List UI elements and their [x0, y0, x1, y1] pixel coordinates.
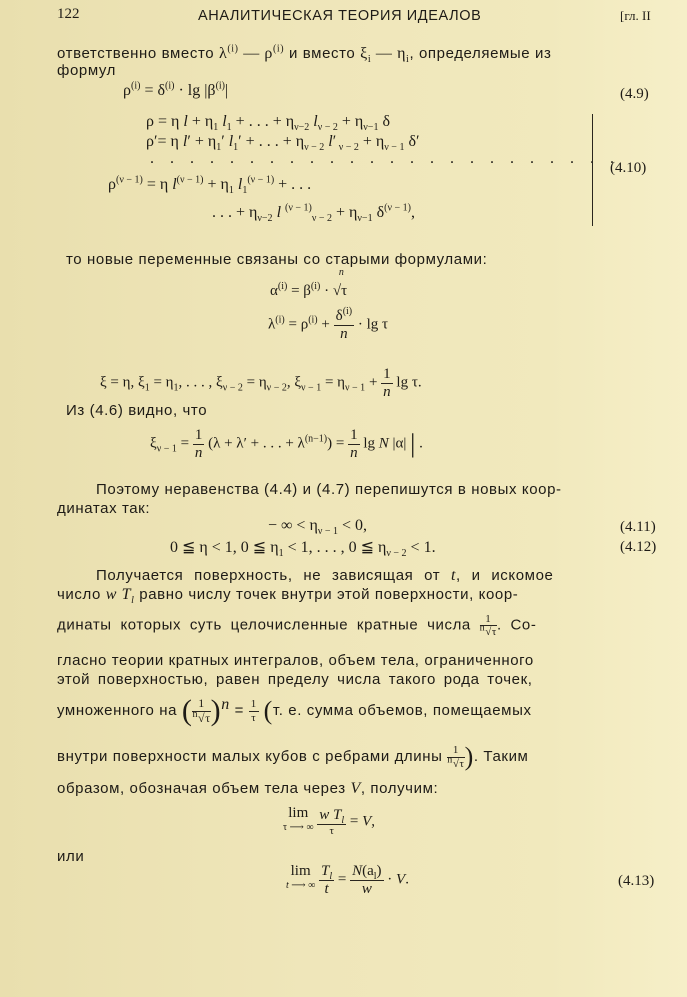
equation-4-12: 0 ≦ η < 1, 0 ≦ $\eta_1 < 1$, . . . , 0 ≦ $\eta_{\nu - 2} < 1$.: [170, 539, 436, 560]
paragraph-5-line-2: число w $T_l$ равно числу точек внутри этой поверхности, коор-: [57, 586, 519, 607]
equation-4-10-dots: . . . . . . . . . . . . . . . . . . . . . . . .: [150, 150, 620, 167]
equation-label-4-13: (4.13): [618, 873, 655, 889]
equation-4-10-line-3: $\rho^{(\nu - 1)} = \eta$ $l^{(\nu - 1)} + \eta_1$ $l_1^{(\nu - 1)}$ + . . .: [108, 174, 312, 197]
paragraph-6: или: [57, 848, 85, 865]
text-segment: ответственно вместо: [57, 45, 219, 62]
equation-4-10-line-4: . . . + $\eta_{\nu-2}$ l $^{(\nu - 1)}_{\nu - 2} + \eta_{\nu-1}$ $\delta^{(\nu - 1)}$,: [212, 202, 415, 225]
paragraph-3: Из (4.6) видно, что: [66, 402, 208, 419]
equation-limit-1: lim τ ⟶ ∞ $\frac{w T_l}{\tau}$ = V,: [283, 805, 376, 837]
paragraph-5-line-1: Получается поверхность, не зависящая от t, и искомое: [96, 567, 554, 584]
equation-xi: ξ = η, $\xi_1 = \eta_1$, . . . , $\xi_{\nu - 2} = \eta_{\nu - 2}$, $\xi_{\nu - 1} = \eta_{\nu - 1}$ + $\frac{1}{n}$ lg τ.: [100, 366, 422, 400]
equation-xi-last: $\xi_{\nu - 1}$ = $\frac{1}{n}$ (λ + λ′ + . . . + $\lambda^{(n-1)}$) = $\frac{1}{n}$ lg N |α| | .: [150, 427, 423, 461]
paragraph-1-line-2: формул: [57, 62, 117, 79]
system-brace: [592, 114, 593, 226]
equation-label-4-11: (4.11): [620, 519, 656, 535]
equation-4-10-line-2: ρ′= η $l' + \eta_1'$ $l_1'$ + . . . + $\eta_{\nu - 2}$ l′ $_{\nu - 2} + \eta_{\nu - 1}$ δ′: [146, 133, 420, 154]
paragraph-5-line-6: умноженного на ( $\frac{1}{^n√\tau}$ )$^n$ = $\frac{1}{\tau}$ (т. е. сумма объемов, помещаемых: [57, 694, 532, 727]
page-number: 122: [57, 6, 80, 22]
equation-4-13: lim t ⟶ ∞ $\frac{T_l}{t}$ = $\frac{N(a_l)}{w}$ · V.: [286, 863, 409, 897]
formula-inline: $\lambda^{(i)}$ — $\rho^{(i)}$: [219, 43, 285, 62]
paragraph-5-line-4: гласно теории кратных интегралов, объем тела, ограниченного: [57, 652, 534, 669]
paragraph-2: то новые переменные связаны со старыми формулами:: [66, 251, 488, 268]
paragraph-1-line-1: ответственно вместо $\lambda^{(i)}$ — $\rho^{(i)}$ и вместо $\xi_i$ — $\eta_i$, определяемые из: [57, 43, 552, 66]
paragraph-5-line-8: образом, обозначая объем тела через V, получим:: [57, 780, 439, 797]
equation-label-4-9: (4.9): [620, 86, 649, 102]
running-title: АНАЛИТИЧЕСКАЯ ТЕОРИЯ ИДЕАЛОВ: [198, 8, 482, 24]
paragraph-5-line-7: внутри поверхности малых кубов с ребрами длины $\frac{1}{^n√\tau}$ ). Таким: [57, 742, 529, 771]
equation-label-4-10: (4.10): [610, 160, 647, 176]
paragraph-4-line-1: Поэтому неравенства (4.4) и (4.7) перепишутся в новых коор-: [96, 481, 562, 498]
chapter-reference: [гл. II: [620, 8, 651, 23]
equation-4-9: $\rho^{(i)} = \delta^{(i)} \cdot \lg |\beta^{(i)}|$: [123, 80, 229, 99]
equation-4-11: − ∞ < $\eta_{\nu - 1} < 0$,: [268, 517, 368, 538]
paragraph-4-line-2: динатах так:: [57, 500, 151, 517]
equation-label-4-12: (4.12): [620, 539, 657, 555]
paragraph-5-line-3: динаты которых суть целочисленные кратные числа $\frac{1}{^n√\tau}$ . Со-: [57, 613, 537, 639]
equation-lambda: $\lambda^{(i)} = \rho^{(i)}$ + $\frac{\delta^{(i)}}{n}$ · lg τ: [268, 306, 389, 342]
equation-alpha: $\alpha^{(i)} = \beta^{(i)}$ · n √τ: [270, 267, 348, 299]
equation-4-10-line-1: ρ = η $l + \eta_1$ $l_1$ + . . . + $\eta_{\nu-2}$ $l_{\nu - 2} + \eta_{\nu-1}$ δ: [146, 113, 390, 134]
paragraph-5-line-5: этой поверхностью, равен пределу числа такого рода точек,: [57, 671, 533, 688]
